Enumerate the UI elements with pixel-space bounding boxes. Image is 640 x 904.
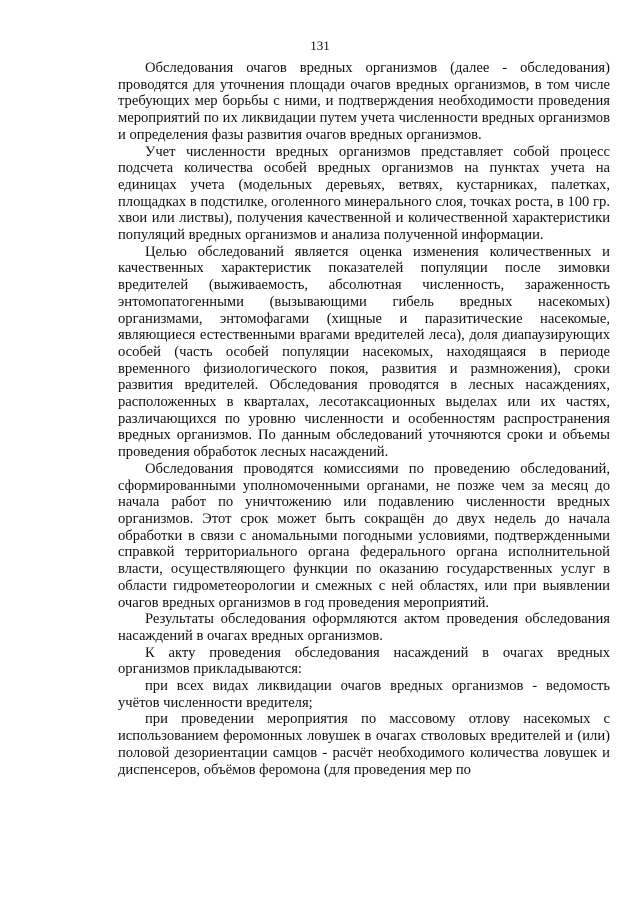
paragraph-surveys-purpose: Обследования очагов вредных организмов (далее - обследования) проводятся для уточнения площади очагов вредных организмов, в том числе требующих мер борьбы с ними, и подтверждения необходимости проведения мероприятий по их ликвидации путем учета численности вредных организмов и определения фазы развития очагов вредных организмов. [118,60,610,143]
paragraph-survey-goal: Целью обследований является оценка изменения количественных и качественных характеристик показателей популяции после зимовки вредителей (выживаемость, абсолютная численность, зараженность энтомопатогенными (вызывающими гибель вредных насекомых) организмами, энтомофагами (хищные и паразитические насекомые, являющиеся естественными врагами вредителей леса), доля диапаузирующих особей (часть особей популяции насекомых, находящаяся в периоде временного физиологического покоя, развития и размножения), сроки развития вредителей. Обследования проводятся в лесных насаждениях, расположенных в кварталах, лесотаксационных выделах или их частях, различающихся по уровню численности и особенностям распространения вредных организмов. По данным обследований уточняются сроки и объемы проведения обработок лесных насаждений. [118,243,610,461]
paragraph-population-count: Учет численности вредных организмов представляет собой процесс подсчета количества особей вредных организмов на пунктах учета на единицах учета (модельных деревьях, ветвях, кустарниках, палетках, площадках в подстилке, оголенного минерального слоя, точках роста, в 100 гр. хвои или листвы), получения качественной и количественной характеристики популяций вредных организмов и анализа полученной информации. [118,143,610,244]
paragraph-attachment-count-sheet: при всех видах ликвидации очагов вредных организмов - ведомость учётов численности вредителя; [118,678,610,711]
paragraph-attachments-intro: К акту проведения обследования насаждений в очагах вредных организмов прикладываются: [118,644,610,678]
body-text [118,60,610,778]
page-number: 131 [310,38,330,53]
paragraph-survey-results: Результаты обследования оформляются актом проведения обследования насаждений в очагах вредных организмов. [118,611,610,644]
paragraph-commissions: Обследования проводятся комиссиями по проведению обследований, сформированными уполномоченными органами, не позже чем за месяц до начала работ по уничтожению или подавлению численности вредных организмов. Этот срок может быть сокращён до двух недель до начала обработки в связи с аномальными погодными условиями, подтвержденными справкой территориального органа федерального органа исполнительной власти, осуществляющего функции по оказанию государственных услуг в области гидрометеорологии и смежных с ней областях, или при выявлении очагов вредных организмов в год проведения мероприятий. [118,460,610,611]
paragraph-attachment-pheromone-traps: при проведении мероприятия по массовому отлову насекомых с использованием феромонных ловушек в очагах стволовых вредителей и (или) половой дезориентации самцов - расчёт необходимого количества ловушек и диспенсеров, объёмов феромона (для проведения мер по [118,711,610,778]
